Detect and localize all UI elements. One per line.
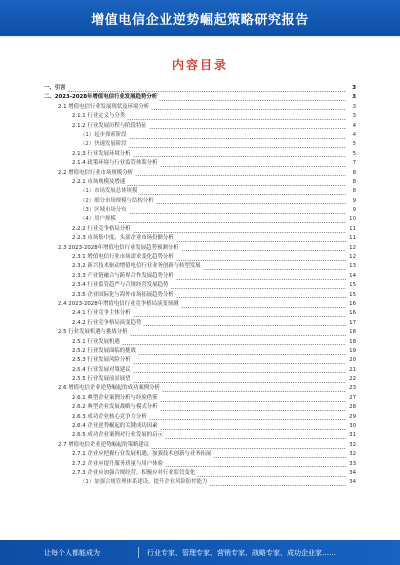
toc-leader-dots bbox=[181, 250, 346, 251]
toc-entry-page: 8 bbox=[352, 188, 356, 195]
toc-entry[interactable] bbox=[44, 215, 356, 224]
toc-entry-page: 3 bbox=[352, 113, 356, 120]
toc-entry-page: 27 bbox=[349, 394, 356, 401]
toc-leader-dots bbox=[122, 344, 346, 345]
toc-entry-page: 8 bbox=[352, 178, 356, 185]
toc-entry-page: 16 bbox=[349, 300, 356, 307]
toc-entry[interactable] bbox=[44, 338, 356, 347]
toc-entry-page: 18 bbox=[349, 338, 356, 345]
toc-entry[interactable] bbox=[44, 403, 356, 412]
toc-entry[interactable] bbox=[44, 309, 356, 318]
toc-entry[interactable] bbox=[44, 441, 356, 450]
toc-entry-title: 2.6.2 典型企业发展战略与模式分析 bbox=[72, 404, 158, 411]
toc-entry[interactable] bbox=[44, 394, 356, 403]
toc-entry[interactable] bbox=[44, 206, 356, 215]
toc-entry-page: 23 bbox=[349, 385, 356, 392]
toc-entry-page: 4 bbox=[352, 131, 356, 138]
report-header bbox=[0, 0, 400, 36]
toc-entry[interactable] bbox=[44, 150, 356, 159]
toc-entry-title: 2.6.3 成功企业核心竞争力分析 bbox=[72, 413, 147, 420]
toc-entry[interactable] bbox=[44, 244, 356, 253]
toc-entry[interactable] bbox=[44, 122, 356, 131]
toc-leader-dots bbox=[133, 156, 346, 157]
toc-entry-page: 31 bbox=[349, 432, 356, 439]
toc-entry[interactable] bbox=[44, 140, 356, 149]
toc-entry-page: 12 bbox=[349, 244, 356, 251]
toc-leader-dots bbox=[209, 485, 346, 486]
toc-leader-dots bbox=[149, 419, 346, 420]
toc-leader-dots bbox=[151, 448, 346, 449]
toc-entry-title: 2.7.1 企业应把握行业发展机遇，加强技术创新与业务拓展 bbox=[72, 451, 212, 458]
toc-leader-dots bbox=[159, 100, 346, 101]
toc-entry-title: 2.1.1 行业定义与分类 bbox=[72, 113, 126, 120]
toc-leader-dots bbox=[118, 222, 346, 223]
toc-entry-title: 2.6.5 成功企业案例对行业发展的启示 bbox=[72, 432, 163, 439]
header-divider bbox=[0, 36, 400, 38]
toc-entry-page: 34 bbox=[349, 479, 356, 486]
toc-entry-title: 2.5.2 行业发展面临的挑战 bbox=[72, 347, 136, 354]
toc-entry[interactable] bbox=[44, 169, 356, 178]
toc-entry-page: 19 bbox=[349, 347, 356, 354]
toc-entry-title: 2.6.1 典型企业案例分析与经验借鉴 bbox=[72, 394, 158, 401]
toc-entry-title: 2.7.2 企业应提升服务质量与用户体验 bbox=[72, 460, 163, 467]
toc-entry-page: 3 bbox=[352, 84, 356, 91]
toc-leader-dots bbox=[151, 109, 346, 110]
toc-entry[interactable] bbox=[44, 319, 356, 328]
toc-entry-title: 2.1.3 行业发展环境分析 bbox=[72, 150, 131, 157]
footer-slogan: 让每个人都能成为 bbox=[44, 548, 100, 557]
toc-entry-title: 2.3.5 企业国际化与海外市场拓展趋势分析 bbox=[72, 291, 174, 298]
toc-leader-dots bbox=[135, 175, 346, 176]
toc-entry[interactable] bbox=[44, 159, 356, 168]
toc-leader-dots bbox=[133, 363, 346, 364]
toc-entry-title: 2.5 行业发展机遇与挑战分析 bbox=[58, 329, 128, 336]
toc-entry[interactable] bbox=[44, 300, 356, 309]
toc-leader-dots bbox=[181, 307, 346, 308]
toc-entry[interactable] bbox=[44, 375, 356, 384]
toc-entry-title: 2.3.3 产业链融合与跨界合作发展趋势分析 bbox=[72, 272, 174, 279]
toc-leader-dots bbox=[160, 410, 346, 411]
toc-entry-page: 7 bbox=[352, 160, 356, 167]
toc-entry-page: 14 bbox=[349, 272, 356, 279]
toc-entry[interactable] bbox=[44, 431, 356, 440]
toc-heading: 内容目录 bbox=[171, 58, 228, 72]
toc-leader-dots bbox=[129, 213, 346, 214]
toc-leader-dots bbox=[156, 203, 346, 204]
toc-entry[interactable] bbox=[44, 450, 356, 459]
toc-entry[interactable] bbox=[44, 93, 356, 102]
toc-entry-title: 2.6.4 企业逆势崛起的关键成功因素 bbox=[72, 423, 158, 430]
toc-entry-page: 3 bbox=[352, 103, 356, 110]
toc-entry-title: （1）市场发展总体规模 bbox=[80, 188, 138, 195]
toc-entry-page: 12 bbox=[349, 254, 356, 261]
toc-entry-title: （4）用户规模 bbox=[80, 216, 116, 223]
toc-entry-page: 30 bbox=[349, 423, 356, 430]
toc-leader-dots bbox=[203, 269, 346, 270]
toc-entry-page: 22 bbox=[349, 376, 356, 383]
toc-entry-title: 2.7 增值电信企业逆势崛起的策略建议 bbox=[58, 441, 150, 448]
toc-entry-title: 2.4 2023-2028年增值电信行业竞争格局演变预测 bbox=[58, 300, 179, 307]
toc-entry-page: 21 bbox=[349, 366, 356, 373]
toc-entry[interactable] bbox=[44, 112, 356, 121]
toc-entry[interactable] bbox=[44, 187, 356, 196]
toc-entry[interactable] bbox=[44, 225, 356, 234]
toc-leader-dots bbox=[149, 128, 346, 129]
toc-leader-dots bbox=[133, 372, 346, 373]
toc-leader-dots bbox=[160, 401, 346, 402]
toc-leader-dots bbox=[133, 232, 346, 233]
toc-entry-page: 16 bbox=[349, 310, 356, 317]
toc-leader-dots bbox=[176, 241, 346, 242]
toc-leader-dots bbox=[127, 185, 346, 186]
toc-entry[interactable] bbox=[44, 262, 356, 271]
report-title: 增值电信企业逆势崛起策略研究报告 bbox=[91, 12, 309, 28]
toc-leader-dots bbox=[143, 325, 346, 326]
toc-entry[interactable] bbox=[44, 356, 356, 365]
toc-leader-dots bbox=[176, 260, 346, 261]
toc-leader-dots bbox=[133, 316, 346, 317]
toc-leader-dots bbox=[213, 457, 346, 458]
table-of-contents bbox=[44, 84, 356, 544]
toc-entry-title: 2.1 增值电信行业发展现状及环境分析 bbox=[58, 103, 150, 110]
toc-entry-page: 10 bbox=[349, 216, 356, 223]
toc-entry-title: 2.5.4 行业发展对策建议 bbox=[72, 366, 131, 373]
toc-entry-title: 2.2.3 市场集中度、头部企业市场份额分析 bbox=[72, 235, 174, 242]
toc-leader-dots bbox=[129, 147, 346, 148]
toc-entry[interactable] bbox=[44, 385, 356, 394]
toc-entry-page: 20 bbox=[349, 357, 356, 364]
toc-entry[interactable] bbox=[44, 281, 356, 290]
toc-entry-page: 11 bbox=[349, 235, 356, 242]
toc-leader-dots bbox=[197, 476, 346, 477]
toc-leader-dots bbox=[160, 429, 346, 430]
toc-entry-title: 2.4.1 行业竞争主体分析 bbox=[72, 310, 131, 317]
toc-entry-page: 32 bbox=[349, 441, 356, 448]
toc-entry-page: 11 bbox=[349, 225, 356, 232]
toc-leader-dots bbox=[176, 279, 346, 280]
toc-entry[interactable] bbox=[44, 197, 356, 206]
toc-entry-title: 2.5.3 行业发展风险分析 bbox=[72, 357, 131, 364]
footer-divider bbox=[138, 547, 139, 558]
toc-entry-page: 4 bbox=[352, 122, 356, 129]
toc-leader-dots bbox=[139, 194, 346, 195]
toc-entry-title: 2.2.2 行业竞争格局分析 bbox=[72, 225, 131, 232]
toc-entry-title: 2.5.1 行业发展机遇 bbox=[72, 338, 120, 345]
toc-entry[interactable] bbox=[44, 478, 356, 487]
toc-entry-page: 15 bbox=[349, 282, 356, 289]
toc-entry-page: 33 bbox=[349, 460, 356, 467]
toc-leader-dots bbox=[68, 91, 346, 92]
toc-entry-title: 2.3.2 新兴技术驱动增值电信行业业务创新与转型发展 bbox=[72, 263, 201, 270]
toc-entry[interactable] bbox=[44, 469, 356, 478]
toc-entry[interactable] bbox=[44, 178, 356, 187]
toc-entry-title: 2.6 增值电信企业逆势崛起的成功案例分析 bbox=[58, 385, 160, 392]
toc-entry-page: 34 bbox=[349, 470, 356, 476]
toc-entry[interactable] bbox=[44, 460, 356, 469]
toc-entry-page: 3 bbox=[352, 94, 356, 101]
toc-leader-dots bbox=[138, 354, 346, 355]
toc-leader-dots bbox=[160, 166, 346, 167]
toc-entry[interactable] bbox=[44, 272, 356, 281]
toc-entry-title: （3）区域市场分布 bbox=[80, 207, 127, 214]
toc-entry-title: 2.1.4 政策环境与行业监管体系分析 bbox=[72, 160, 158, 167]
toc-entry[interactable] bbox=[44, 234, 356, 243]
toc-entry[interactable] bbox=[44, 291, 356, 300]
toc-entry[interactable] bbox=[44, 422, 356, 431]
toc-entry-page: 28 bbox=[349, 404, 356, 411]
toc-entry-page: 17 bbox=[349, 319, 356, 326]
toc-entry-page: 8 bbox=[352, 169, 356, 176]
toc-entry-page: 29 bbox=[349, 413, 356, 420]
toc-entry-title: 2.3.4 行业监管趋严与合规经营发展趋势 bbox=[72, 282, 169, 289]
toc-leader-dots bbox=[127, 119, 346, 120]
toc-entry-page: 9 bbox=[352, 207, 356, 214]
toc-entry-page: 32 bbox=[349, 451, 356, 458]
toc-entry-page: 15 bbox=[349, 291, 356, 298]
toc-entry[interactable] bbox=[44, 328, 356, 337]
toc-entry-title: 2.3 2023-2028年增值电信行业发展趋势预测分析 bbox=[58, 244, 179, 251]
toc-entry-page: 13 bbox=[349, 263, 356, 270]
toc-entry[interactable] bbox=[44, 84, 356, 93]
toc-entry-title: 2.1.2 行业发展历程与阶段特征 bbox=[72, 122, 147, 129]
toc-leader-dots bbox=[165, 466, 346, 467]
toc-entry[interactable] bbox=[44, 347, 356, 356]
toc-entry-page: 5 bbox=[352, 141, 356, 148]
toc-entry-title: 二、2023-2028年增值电信行业发展趋势分析 bbox=[44, 94, 158, 101]
toc-entry[interactable] bbox=[44, 131, 356, 140]
toc-entry[interactable] bbox=[44, 366, 356, 375]
toc-entry-page: 9 bbox=[352, 197, 356, 204]
toc-entry-title: 2.3.1 增值电信行业市场需求变化趋势分析 bbox=[72, 254, 174, 261]
toc-entry-title: （2）细分市场规模与结构分析 bbox=[80, 197, 154, 204]
toc-leader-dots bbox=[162, 391, 346, 392]
toc-entry[interactable] bbox=[44, 253, 356, 262]
toc-entry-title: 2.2 增值电信行业市场规模分析 bbox=[58, 169, 133, 176]
page-footer bbox=[0, 540, 400, 565]
toc-leader-dots bbox=[176, 297, 346, 298]
toc-entry-page: 5 bbox=[352, 150, 356, 157]
toc-entry-title: 一、引言 bbox=[44, 84, 66, 91]
toc-entry-title: 2.2.1 市场规模及增速 bbox=[72, 178, 126, 185]
toc-entry-title: 2.5.5 行业发展前景展望 bbox=[72, 376, 131, 383]
toc-entry-title: （2）快速发展阶段 bbox=[80, 141, 127, 148]
toc-entry[interactable] bbox=[44, 413, 356, 422]
toc-leader-dots bbox=[170, 288, 346, 289]
toc-entry-page: 18 bbox=[349, 329, 356, 336]
toc-leader-dots bbox=[133, 382, 346, 383]
toc-entry-title: 2.7.3 企业应加强合规经营，积极应对行业监管变化 bbox=[72, 470, 196, 476]
footer-tagline: 行业专家、管理专家、营销专家、战略专家、成功企业家…… bbox=[147, 548, 336, 557]
toc-entry-title: （1）加强合规管理体系建设，提升企业风险防控能力 bbox=[80, 479, 208, 486]
toc-entry-title: 2.4.2 行业竞争格局演变趋势 bbox=[72, 319, 142, 326]
toc-leader-dots bbox=[130, 335, 346, 336]
toc-leader-dots bbox=[129, 138, 346, 139]
toc-entry-title: （1）起步探索阶段 bbox=[80, 131, 127, 138]
toc-entry[interactable] bbox=[44, 103, 356, 112]
toc-leader-dots bbox=[165, 438, 346, 439]
